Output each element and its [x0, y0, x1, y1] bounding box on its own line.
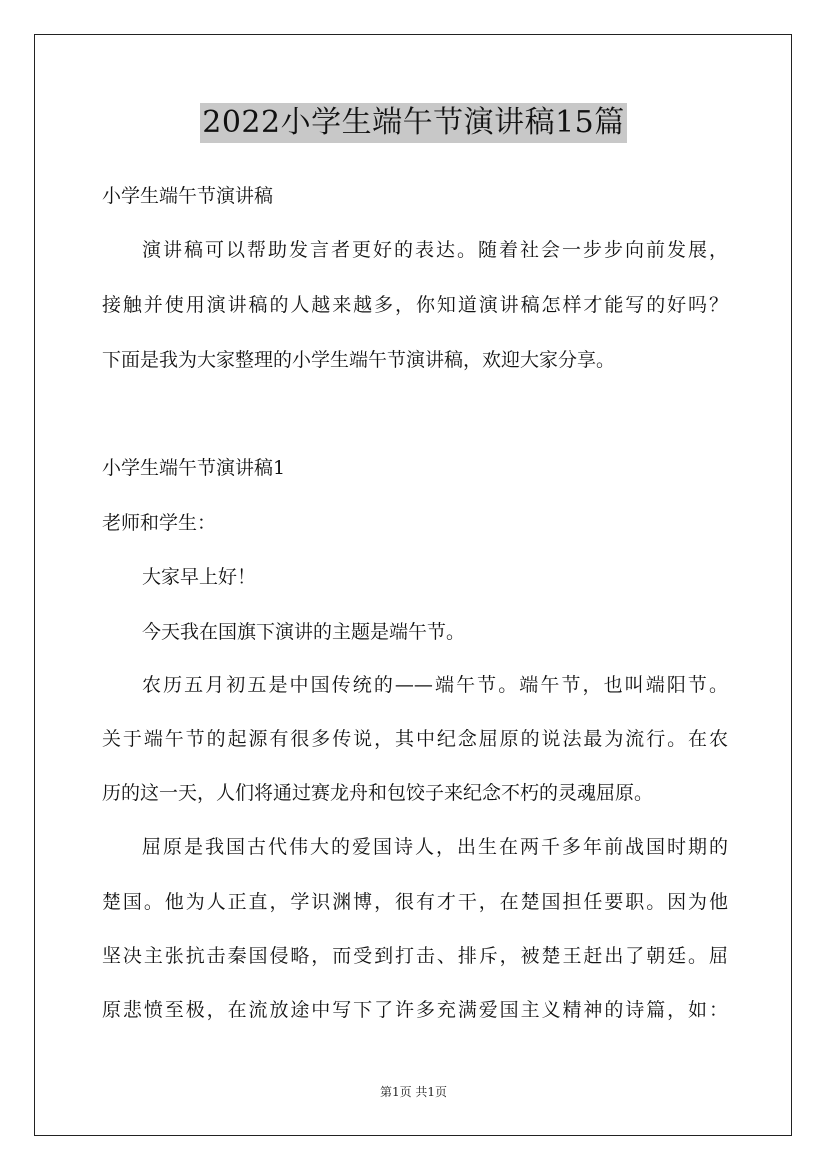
paragraph-line: 坚决主张抗击秦国侵略，而受到打击、排斥，被楚王赶出了朝廷。屈 — [102, 945, 728, 967]
paragraph-line: 今天我在国旗下演讲的主题是端午节。 — [142, 621, 466, 643]
salutation: 老师和学生： — [102, 512, 217, 534]
section-heading: 小学生端午节演讲稿 — [102, 185, 274, 207]
title-container — [0, 103, 827, 143]
section-heading: 小学生端午节演讲稿1 — [102, 457, 286, 479]
page-number-footer: 第1页 共1页 — [379, 1085, 448, 1099]
paragraph-line: 关于端午节的起源有很多传说，其中纪念屈原的说法最为流行。在农 — [102, 728, 728, 750]
document-title: 2022小学生端午节演讲稿15篇 — [200, 103, 627, 143]
paragraph-line: 楚国。他为人正直，学识渊博，很有才干，在楚国担任要职。因为他 — [102, 891, 728, 913]
greeting: 大家早上好！ — [142, 566, 257, 588]
paragraph-line: 农历五月初五是中国传统的——端午节。端午节，也叫端阳节。 — [142, 674, 728, 696]
paragraph-line: 历的这一天，人们将通过赛龙舟和包饺子来纪念不朽的灵魂屈原。 — [102, 782, 654, 804]
paragraph-line: 下面是我为大家整理的小学生端午节演讲稿，欢迎大家分享。 — [102, 349, 616, 371]
paragraph-line: 演讲稿可以帮助发言者更好的表达。随着社会一步步向前发展， — [142, 239, 728, 261]
paragraph-line: 接触并使用演讲稿的人越来越多，你知道演讲稿怎样才能写的好吗？ — [102, 294, 728, 316]
paragraph-line: 原悲愤至极，在流放途中写下了许多充满爱国主义精神的诗篇，如： — [102, 999, 728, 1021]
paragraph-line: 屈原是我国古代伟大的爱国诗人，出生在两千多年前战国时期的 — [142, 836, 728, 858]
